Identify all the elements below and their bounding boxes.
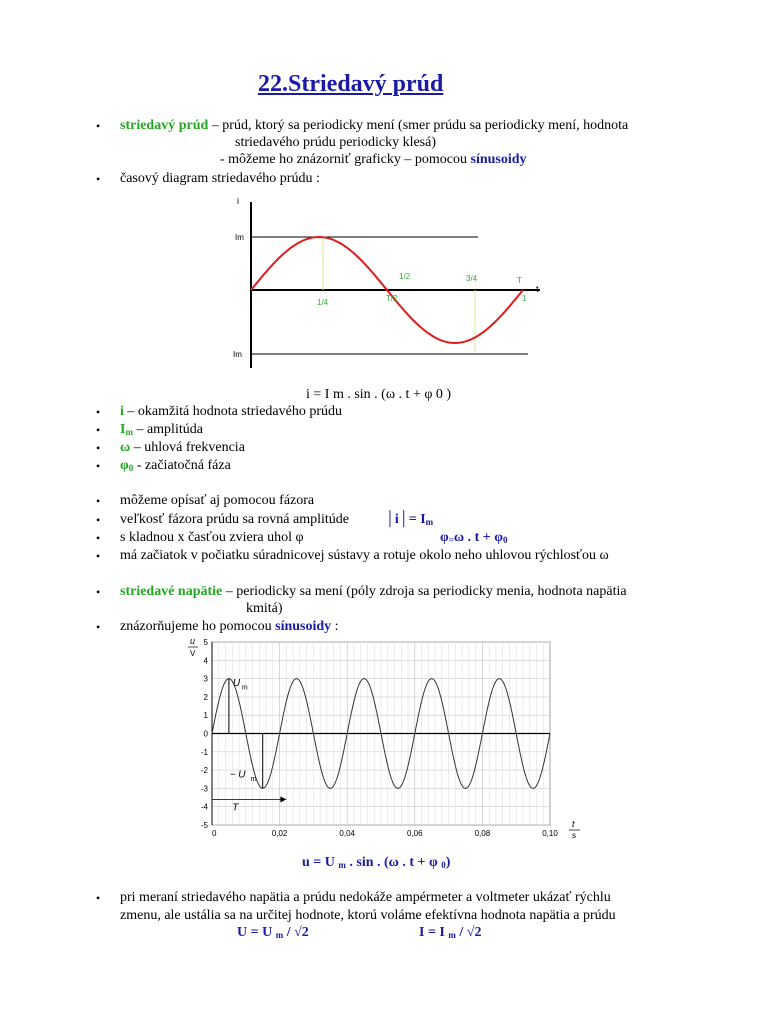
phasor-line-2: veľkosť fázora prúdu sa rovná amplitúde <box>120 512 349 527</box>
page-title: 22.Striedavý prúd <box>258 71 444 97</box>
formula-sub: m <box>338 860 346 870</box>
symbol: i <box>120 404 124 419</box>
bullet: • <box>96 531 101 545</box>
um-label: U <box>232 677 241 689</box>
label-half-period: T/2 <box>386 294 398 303</box>
x-tick-label: 0 <box>212 829 217 838</box>
term-ac-current: striedavý prúd <box>120 118 209 133</box>
term-ac-voltage: striedavé napätie <box>120 584 223 599</box>
formula-text: U = U <box>237 925 273 940</box>
effective-current-formula <box>419 925 481 943</box>
period-arrowhead <box>280 796 286 802</box>
formula-text: . sin . (ω . t + φ <box>349 855 438 870</box>
bullet: • <box>96 549 101 563</box>
graph-text: - môžeme ho znázorniť graficky – pomocou <box>220 152 471 167</box>
effective-voltage-formula <box>237 925 309 943</box>
formula-sub: m <box>448 930 456 940</box>
y-tick-label: -4 <box>200 802 208 812</box>
phasor-angle-formula <box>440 530 508 548</box>
formula-sub: m <box>275 930 284 940</box>
phasor-line-4: má začiatok v počiatku súradnicovej sústavy a rotuje okolo neho uhlovou rýchlosťou ω <box>120 548 609 563</box>
y-tick-label: 0 <box>203 729 208 739</box>
current-time-diagram <box>225 192 555 374</box>
formula-sub: 0 <box>503 535 508 545</box>
symbol: ω <box>120 440 131 455</box>
definition-item <box>120 458 231 476</box>
voltage-definition-line-2: kmitá) <box>246 601 283 616</box>
um-label-sub: m <box>241 684 248 692</box>
symbol-sub: 0 <box>128 463 134 473</box>
formula-sub: m <box>425 517 434 527</box>
ac-definition-line-3 <box>220 152 527 168</box>
bullet: • <box>96 441 101 455</box>
formula-sub: 0 <box>441 860 446 870</box>
ac-definition-line-2: striedavého prúdu periodicky klesá) <box>235 135 436 150</box>
formula-text: I = I <box>419 925 445 940</box>
y-tick-label: 1 <box>203 711 208 721</box>
y-tick-label: 3 <box>203 674 208 684</box>
bullet: • <box>96 423 101 437</box>
formula-text: φ <box>440 530 449 545</box>
x-axis-unit: s <box>572 831 576 840</box>
symbol-sub: m <box>125 427 133 437</box>
y-tick-label: -3 <box>200 784 208 794</box>
neg-um-label: − U <box>229 769 246 781</box>
x-tick-label: 0,06 <box>407 829 423 838</box>
voltage-chart <box>180 632 590 842</box>
effective-line-1: pri meraní striedavého napätia a prúdu nedokáže ampérmeter a voltmeter ukázať rýchlu <box>120 890 611 905</box>
x-axis-label: t <box>572 819 575 829</box>
label-period: T <box>517 276 522 285</box>
line-end: : <box>331 619 339 634</box>
y-tick-label: -5 <box>200 821 208 830</box>
formula-text: ω . t + φ <box>453 530 503 545</box>
bullet: • <box>96 891 101 905</box>
label-quarter: 1/4 <box>317 298 329 307</box>
ac-definition-text: – prúd, ktorý sa periodicky mení (smer prúdu sa periodicky mení, hodnota <box>208 118 629 133</box>
phasor-line-1: môžeme opísať aj pomocou fázora <box>120 493 315 508</box>
y-tick-label: -2 <box>200 766 208 776</box>
bullet: • <box>96 405 101 419</box>
x-tick-label: 0,04 <box>339 829 355 838</box>
formula-text: ) <box>445 855 451 870</box>
im-bottom-label: Im <box>233 350 242 359</box>
x-axis-label: t <box>536 284 539 294</box>
voltage-formula <box>302 855 450 873</box>
definition-text: – amplitúda <box>132 422 203 437</box>
formula-sub: = <box>448 535 454 545</box>
symbol: φ <box>120 458 129 473</box>
y-axis-unit: V <box>190 649 196 658</box>
period-label: T <box>232 802 239 814</box>
definition-text: – okamžitá hodnota striedavého prúdu <box>123 404 342 419</box>
bullet: • <box>96 119 101 133</box>
voltage-definition-text: – periodicky sa mení (póly zdroja sa periodicky menia, hodnota napätia <box>222 584 627 599</box>
y-tick-label: 2 <box>203 692 208 702</box>
definition-item <box>120 404 342 420</box>
definition-text: - začiatočná fáza <box>133 458 231 473</box>
label-three-quarter: 3/4 <box>466 274 478 283</box>
formula-text: / √2 <box>455 925 482 940</box>
definition-text: – uhlová frekvencia <box>130 440 245 455</box>
y-tick-label: 5 <box>203 638 208 647</box>
im-top-label: Im <box>235 233 244 242</box>
bullet: • <box>96 459 101 473</box>
line-text: znázorňujeme ho pomocou <box>120 619 276 634</box>
x-tick-label: 0,08 <box>474 829 491 838</box>
definition-item <box>120 440 245 456</box>
formula-text: │i│= I <box>385 512 426 527</box>
bullet: • <box>96 585 101 599</box>
bullet: • <box>96 620 101 634</box>
voltage-definition-line-1 <box>120 584 627 600</box>
current-formula: i = I m . sin . (ω . t + φ 0 ) <box>306 387 452 402</box>
x-tick-label: 0,02 <box>271 829 288 838</box>
label-half: 1/2 <box>399 272 411 281</box>
bullet: • <box>96 172 101 186</box>
x-tick-label: 0,10 <box>542 829 558 838</box>
bullet: • <box>96 494 101 508</box>
y-axis-label: i <box>237 196 239 206</box>
y-tick-label: 4 <box>203 656 208 666</box>
y-axis-label: u <box>190 636 196 646</box>
y-tick-label: -1 <box>200 747 208 757</box>
neg-um-label-sub: m <box>250 776 257 784</box>
phasor-line-3: s kladnou x časťou zviera uhol φ <box>120 530 304 545</box>
symbol: I <box>120 422 126 437</box>
label-one: 1 <box>522 294 527 303</box>
bullet: • <box>96 513 101 527</box>
sinusoid-word: sínusoidy <box>275 619 332 634</box>
formula-text: / √2 <box>283 925 309 940</box>
phasor-magnitude-formula <box>385 512 433 530</box>
ac-definition-line-1 <box>120 118 628 134</box>
time-diagram-caption: časový diagram striedavého prúdu : <box>120 171 320 186</box>
sinusoid-word: sínusoidy <box>470 152 527 167</box>
formula-text: u = U <box>302 855 335 870</box>
definition-item <box>120 422 203 440</box>
effective-line-2: zmenu, ale ustália sa na určitej hodnote, ktorú voláme efektívna hodnota napätia a prúdu <box>120 908 616 923</box>
